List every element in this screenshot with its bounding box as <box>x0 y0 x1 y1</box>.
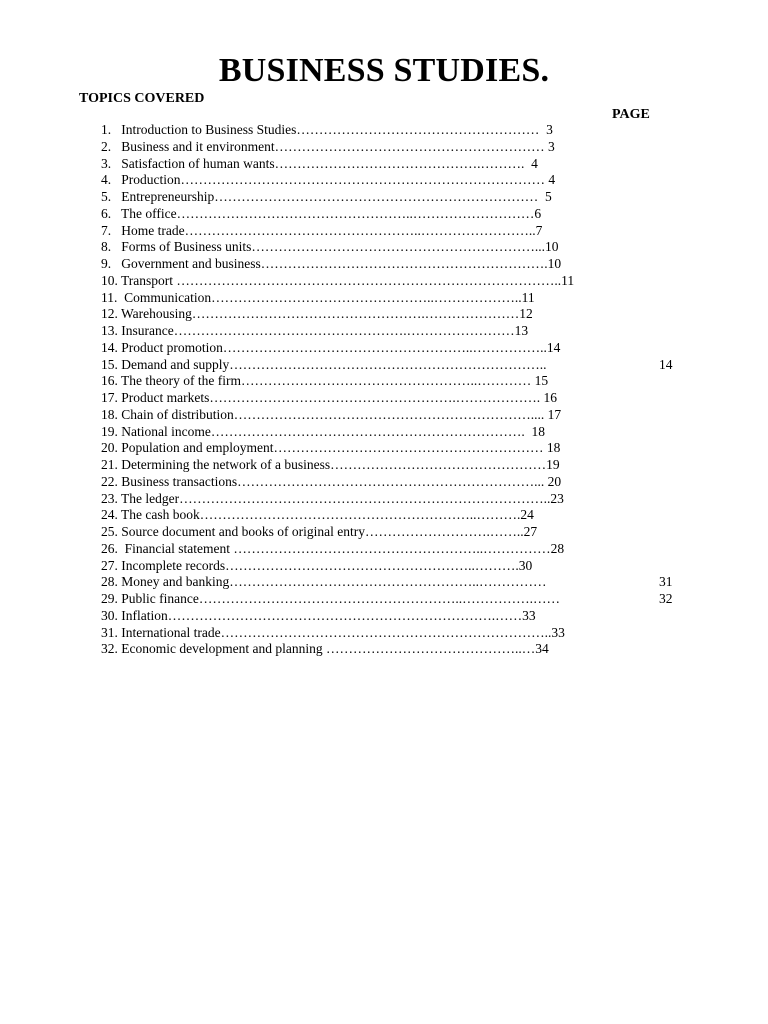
toc-entry <box>101 156 574 173</box>
toc-entry-page-number: 32 <box>659 591 673 606</box>
toc-entry-text: 8. Forms of Business units………………………………………………………...10 <box>101 239 559 255</box>
toc-entry-text: 12. Warehousing…………………………………………….…………………12 <box>101 306 533 322</box>
toc-entry-text: 24. The cash book……………………………………………………..……….24 <box>101 507 534 523</box>
toc-entry <box>101 574 673 591</box>
toc-entry <box>101 507 574 524</box>
toc-entry <box>101 424 574 441</box>
toc-entry-text: 19. National income……………………………………………………………. 18 <box>101 423 545 439</box>
toc-entry-text: 14. Product promotion………………………………………………..……………..14 <box>101 339 561 355</box>
toc-entry-text: 32. Economic development and planning ……………………………………..…34 <box>101 641 549 657</box>
toc-entry <box>101 541 574 558</box>
toc-entry <box>101 608 574 625</box>
toc-entry <box>101 172 574 189</box>
toc-entry-text: 6. The office……………………………………………..………………………6 <box>101 205 542 221</box>
document-title: BUSINESS STUDIES. <box>218 52 550 89</box>
toc-entry <box>101 390 574 407</box>
toc-entry <box>101 407 574 424</box>
toc-entry-page-number: 14 <box>659 356 673 372</box>
toc-entry <box>101 356 673 374</box>
toc-entry <box>101 457 574 474</box>
toc-entry <box>101 558 574 575</box>
toc-entry <box>101 290 574 307</box>
toc-entry-text: 29. Public finance…………………………………………………..…………….…… <box>101 591 560 606</box>
toc-entry-text: 31. International trade………………………………………………………………..33 <box>101 624 565 640</box>
toc-entry-text: 26. Financial statement ………………………………………………..……………28 <box>101 540 565 556</box>
toc-entry <box>101 524 574 541</box>
toc-entry-text: 18. Chain of distribution………………………………………………………….... 17 <box>101 406 562 422</box>
toc-entry-text: 11. Communication…………………………………………..………………..11 <box>101 289 535 305</box>
toc-entry-text: 3. Satisfaction of human wants……………………………………….………. 4 <box>101 155 538 171</box>
toc-entry <box>101 239 574 256</box>
toc-entry-page-number: 31 <box>659 574 673 590</box>
toc-entry-text: 7. Home trade……………………………………………..……………………..7 <box>101 222 543 238</box>
toc-entry-text: 23. The ledger………………………………………………………………………..23 <box>101 490 564 506</box>
toc-entry <box>101 641 574 658</box>
toc-entry <box>101 256 574 273</box>
toc-entry <box>101 440 574 457</box>
toc-entry-text: 30. Inflation……………………………………………………………….……33 <box>101 607 536 623</box>
toc-entry-text: 22. Business transactions…………………………………………………………... 20 <box>101 473 562 489</box>
toc-entry <box>101 625 574 642</box>
topics-covered-heading: TOPICS COVERED <box>79 91 205 106</box>
toc-entry-text: 2. Business and it environment…………………………………………………… 3 <box>101 138 555 154</box>
toc-entry-text: 20. Population and employment…………………………………………………… 18 <box>101 440 561 456</box>
toc-entry <box>101 373 574 390</box>
toc-entry <box>101 189 574 206</box>
toc-entry-text: 21. Determining the network of a business…………………………………………19 <box>101 457 560 472</box>
toc-entry <box>101 591 673 608</box>
toc-entry <box>101 340 574 357</box>
toc-entry <box>101 139 574 156</box>
toc-entry-text: 28. Money and banking………………………………………………..…………… <box>101 574 547 590</box>
toc-entry-text: 5. Entrepreneurship……………………………………………………………… 5 <box>101 189 552 204</box>
toc-entry <box>101 323 574 340</box>
toc-entry-text: 13. Insurance…………………………………………….……………………13 <box>101 323 529 338</box>
toc-entry-text: 15. Demand and supply…………………………………………………………….. <box>101 356 547 372</box>
toc-entry <box>101 491 574 508</box>
toc-entry-text: 25. Source document and books of original entry……………………….……..27 <box>101 524 538 539</box>
toc-entry <box>101 474 574 491</box>
page-column-heading: PAGE <box>612 107 650 122</box>
toc-entry-text: 16. The theory of the firm……………………………………………..………… 15 <box>101 373 549 389</box>
toc-entry-text: 9. Government and business……………………………………………………….10 <box>101 256 562 271</box>
toc-entry-text: 1. Introduction to Business Studies……………………………………………… 3 <box>101 122 553 137</box>
toc-entry <box>101 223 574 240</box>
toc-entry-text: 17. Product markets……………………………………………….………………. 16 <box>101 390 557 405</box>
toc-entry <box>101 122 574 139</box>
toc-entry-text: 10. Transport …………………………………………………………………………..11 <box>101 272 575 288</box>
toc-entry <box>101 273 574 290</box>
toc-entry-text: 27. Incomplete records………………………………………………..……….30 <box>101 557 533 573</box>
toc-entry <box>101 206 574 223</box>
table-of-contents <box>101 122 673 658</box>
toc-entry <box>101 306 574 323</box>
toc-entry-text: 4. Production……………………………………………………………………… 4 <box>101 172 556 188</box>
